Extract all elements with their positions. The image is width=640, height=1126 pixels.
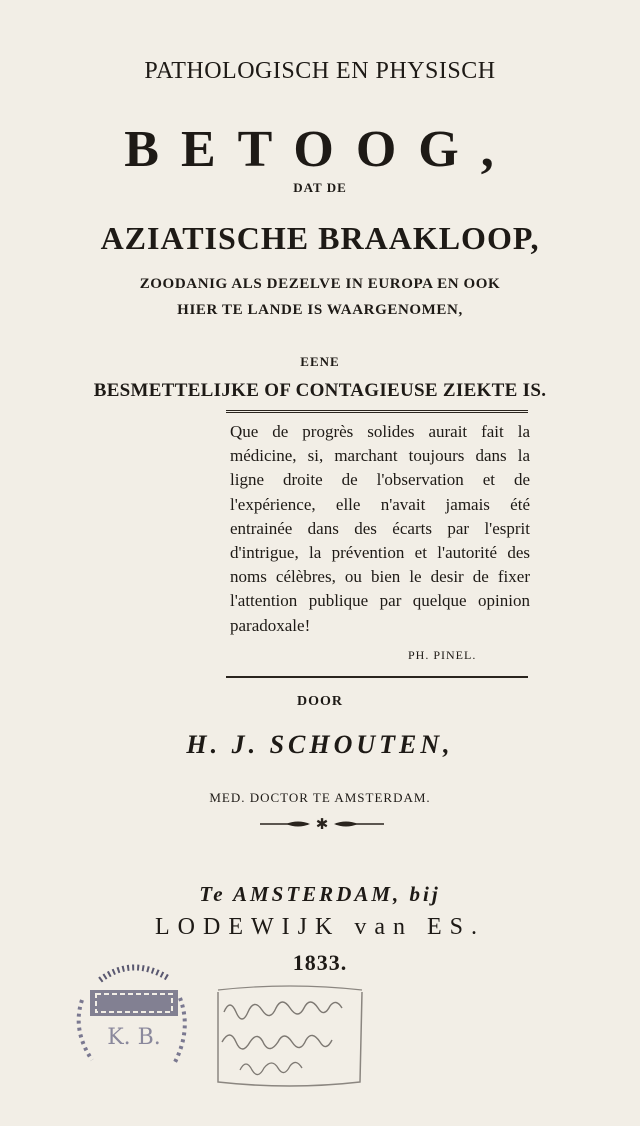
ornament-divider [260,816,384,832]
epigraph-attribution: PH. PINEL. [408,648,477,662]
epigraph-bottom-rule [226,676,528,678]
handwritten-signature [210,972,370,1092]
epigraph-top-rule [226,410,528,413]
title-line-3: DAT DE [293,180,347,195]
imprint-year: 1833. [292,950,348,975]
title-line-8: BESMETTELIJKE OF CONTAGIEUSE ZIEKTE IS. [93,380,547,401]
main-title: BETOOG, [124,121,516,178]
library-stamp [72,960,192,1076]
epigraph-text: Que de progrès solides aurait fait la médicine, si, marchant toujours dans la ligne droite de l'observation et de l'expérience, elle n'avait jamais été entrainée dans des écarts par l'esprit d'intrigue, la prévention et l'autorité des noms célèbres, ou bien le desir de fixer l'attention publique par quelque opinion paradoxale! [230,422,530,635]
title-line-1: PATHOLOGISCH EN PHYSISCH [144,58,496,84]
imprint-place: Te AMSTERDAM, bij [199,882,441,906]
subject-title: AZIATISCHE BRAAKLOOP, [100,220,540,256]
author-name: H. J. SCHOUTEN, [186,730,454,759]
stamp-text: K. B. [107,1025,161,1050]
title-line-6: HIER TE LANDE IS WAARGENOMEN, [177,302,463,318]
author-credential: MED. DOCTOR TE AMSTERDAM. [209,790,431,805]
svg-text:✱: ✱ [315,816,329,832]
imprint-publisher: LODEWIJK van ES. [155,914,485,940]
author-by: DOOR [297,694,343,709]
title-line-5: ZOODANIG ALS DEZELVE IN EUROPA EN OOK [139,276,501,292]
title-line-7: EENE [300,354,340,369]
